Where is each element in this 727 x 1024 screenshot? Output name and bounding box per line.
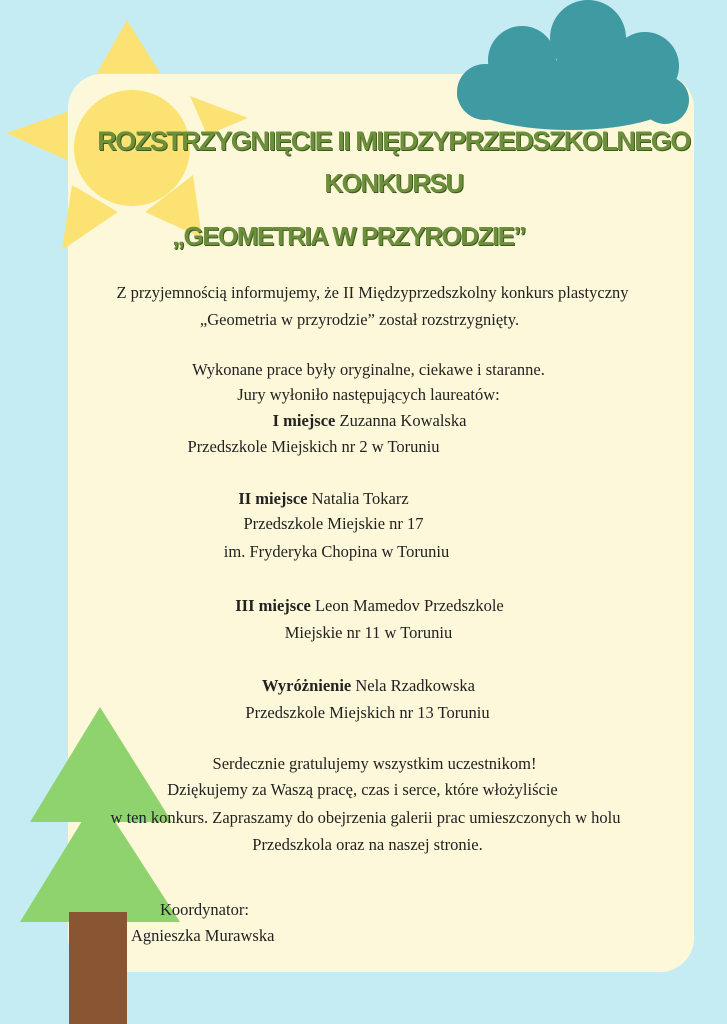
second-place-school-2: im. Fryderyka Chopina w Toruniu	[223, 542, 450, 561]
honorable-mention-name: Nela Rzadkowska	[355, 676, 475, 695]
coordinator-label: Koordynator:	[160, 900, 249, 919]
cloud-icon	[457, 0, 689, 130]
summary-line-1: Wykonane prace były oryginalne, ciekawe i staranne.	[192, 360, 545, 379]
title-line-3: „GEOMETRIA W PRZYRODZIE”	[171, 221, 526, 251]
second-place-name: Natalia Tokarz	[311, 489, 409, 508]
third-place-school: Miejskie nr 11 w Toruniu	[284, 623, 453, 642]
first-place-label: I miejsce	[272, 411, 336, 430]
third-place	[6, 596, 727, 616]
intro-line-1: Z przyjemnością informujemy, że II Międzyprzedszkolny konkurs plastyczny	[116, 283, 629, 302]
second-place-school-1: Przedszkole Miejskie nr 17	[243, 514, 424, 533]
first-place	[6, 411, 727, 431]
third-place-name: Leon Mamedov Przedszkole	[314, 596, 504, 615]
honorable-mention-label: Wyróżnienie	[262, 676, 352, 695]
honorable-mention-school: Przedszkole Miejskich nr 13 Toruniu	[245, 703, 490, 722]
title-line-1: ROZSTRZYGNIĘCIE II MIĘDZYPRZEDSZKOLNEGO	[97, 126, 690, 156]
closing-line-1: Serdecznie gratulujemy wszystkim uczestnikom!	[212, 754, 537, 773]
intro-line-2: „Geometria w przyrodzie” został rozstrzygnięty.	[199, 310, 520, 329]
closing-line-2: Dziękujemy za Waszą pracę, czas i serce, które włożyliście	[167, 780, 558, 799]
coordinator-name: Agnieszka Murawska	[131, 926, 275, 945]
first-place-name: Zuzanna Kowalska	[339, 411, 467, 430]
honorable-mention	[5, 676, 727, 696]
closing-line-4: Przedszkola oraz na naszej stronie.	[252, 835, 483, 854]
title-line-2: KONKURSU	[324, 168, 463, 198]
second-place-label: II miejsce	[238, 489, 308, 508]
third-place-label: III miejsce	[235, 596, 311, 615]
second-place	[0, 489, 687, 509]
summary-line-2: Jury wyłoniło następujących laureatów:	[237, 385, 500, 404]
closing-line-3: w ten konkurs. Zapraszamy do obejrzenia galerii prac umieszczonych w holu	[110, 808, 621, 827]
first-place-school: Przedszkole Miejskich nr 2 w Toruniu	[187, 437, 440, 456]
